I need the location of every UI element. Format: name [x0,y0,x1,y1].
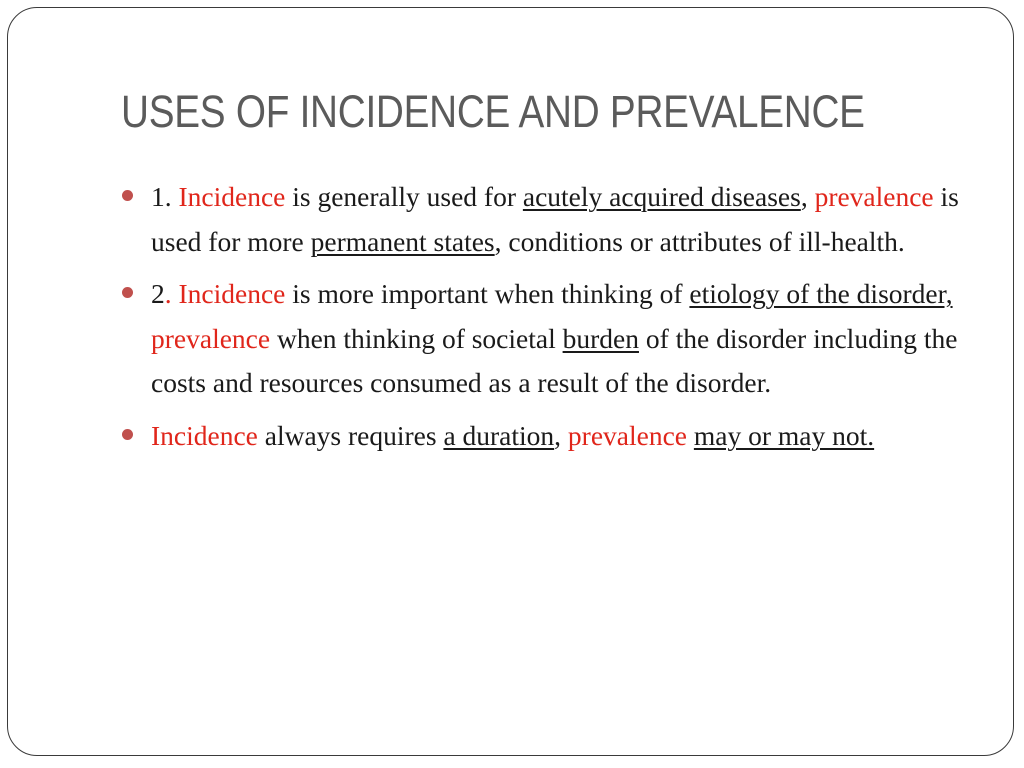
bullet-text: , [800,181,815,212]
underlined-phrase: permanent states [310,225,495,257]
bullet-list [151,175,971,466]
incidence-term: Incidence [178,278,286,309]
bullet-text: , [554,419,568,451]
underlined-phrase: burden [562,322,639,354]
bullet-item-3 [151,414,971,459]
bullet-text [687,420,694,451]
underlined-phrase: may or may not. [693,419,875,451]
underlined-phrase: a duration [443,419,555,451]
incidence-term: Incidence [151,419,258,451]
underlined-phrase: acutely acquired diseases [522,181,801,212]
bullet-prefix-dot: . [164,278,179,309]
bullet-prefix: 2 [151,278,165,309]
incidence-term: Incidence [178,181,286,212]
bullet-item-1 [151,175,971,264]
bullet-text: of the disorder including the costs and resources consumed as a result of the disorder. [151,322,958,398]
bullet-text: is generally used for [285,181,523,212]
bullet-prefix: 1. [151,181,179,212]
bullet-item-2 [151,272,971,406]
bullet-dot-icon [122,429,133,440]
bullet-text: when thinking of societal [270,322,563,354]
underlined-phrase: etiology of the disorder, [689,278,953,309]
prevalence-term: prevalence [814,181,934,212]
prevalence-term: prevalence [151,322,271,354]
bullet-text: always requires [257,419,444,451]
bullet-text: , conditions or attributes of ill-health. [494,225,905,257]
slide-title: USES OF INCIDENCE AND PREVALENCE [121,86,865,137]
bullet-text: is used for more [151,181,959,257]
bullet-dot-icon [122,287,133,298]
bullet-dot-icon [122,190,133,201]
slide-frame [7,7,1014,756]
bullet-text: is more important when thinking of [285,278,690,309]
prevalence-term: prevalence [567,419,687,451]
